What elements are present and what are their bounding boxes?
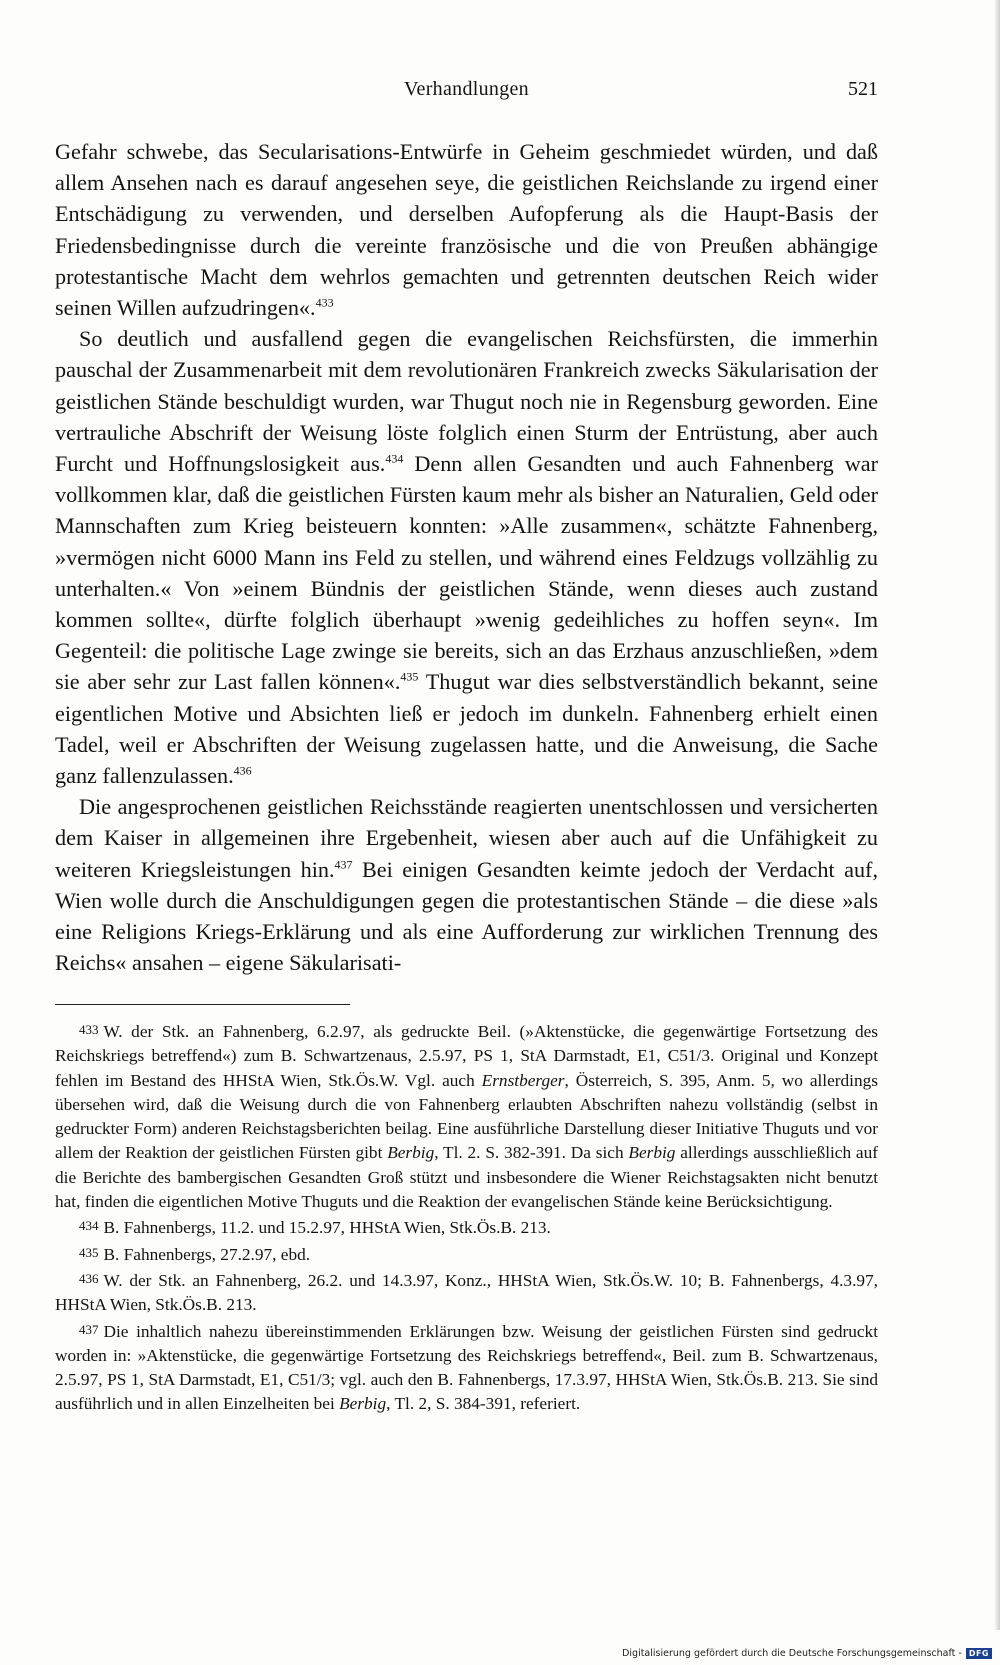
text-run: So deutlich und ausfallend gegen die evangelischen Reichsfürsten, die immerhin pauschal der Zusammenarbeit mit dem revolutionären Frankreich zwecks Säkularisation der geistlichen Stände beschuldigt wurden, war Thugut noch nie in Regensburg geworden. Eine vertrauliche Abschrift der Weisung löste folglich einen Sturm der Entrüstung, aber auch Furcht und Hoffnungslosigkeit aus.	[55, 326, 878, 477]
page-header	[55, 78, 878, 108]
footnote-entry	[55, 1018, 878, 1214]
footnote-number: 433	[79, 1022, 99, 1037]
footnote-number: 434	[79, 1218, 99, 1234]
footnote-reference: 435	[400, 670, 419, 685]
footnote-reference: 437	[334, 857, 353, 872]
body-text	[55, 136, 878, 978]
italic-author-name: Ernstberger	[481, 1070, 565, 1090]
running-head: Verhandlungen	[404, 78, 529, 100]
footer-credit: Digitalisierung gefördert durch die Deutsche Forschungsgemeinschaft -	[622, 1647, 962, 1659]
footnote-entry	[55, 1318, 878, 1417]
footnote-number: 437	[79, 1321, 99, 1337]
footnote-separator	[55, 1004, 350, 1005]
text-run: Gefahr schwebe, das Secularisations-Entwürfe in Geheim geschmiedet würden, und daß allem Ansehen nach es darauf angesehen seye, die geistlichen Reichslande zu irgend einer Entschädigung zu verwenden, und derselben Aufopferung als die Haupt-Basis der Friedensbedingnisse durch die vereinte französische und die von Preußen abhängige protestantische Macht dem wehrlos gemachten und getrennten deutschen Reich wider seinen Willen aufzudringen«.	[55, 139, 878, 321]
footnote-entry	[55, 1214, 878, 1240]
page-number: 521	[848, 78, 878, 100]
text-run: B. Fahnenbergs, 11.2. und 15.2.97, HHStA Wien, Stk.Ös.B. 213.	[103, 1218, 551, 1238]
paragraph	[55, 323, 878, 791]
paragraph	[55, 136, 878, 323]
text-run: , Tl. 2, S. 384-391, referiert.	[386, 1394, 581, 1414]
text-run: Thugut war dies selbstverständlich bekannt, seine eigentlichen Motive und Absichten ließ er jedoch im dunkeln. Fahnenberg erhielt einen Tadel, weil er Abschriften der Weisung zugelassen hatte, und die Anweisung, die Sache ganz fallenzulassen.	[55, 669, 878, 789]
footnote-reference: 434	[385, 451, 404, 466]
text-run: , Tl. 2. S. 382-391. Da sich	[434, 1143, 629, 1163]
footnotes	[55, 1018, 878, 1417]
paragraph	[55, 791, 878, 978]
text-run: Die angesprochenen geistlichen Reichsstände reagierten unentschlossen und versicherten dem Kaiser in allgemeinen ihre Ergebenheit, wiesen aber auch auf die Unfähigkeit zu weiteren Kriegsleistungen hin.	[55, 794, 878, 882]
footnote-number: 436	[79, 1270, 99, 1286]
page-edge-shadow	[994, 0, 1000, 1630]
footnote-entry	[55, 1267, 878, 1318]
text-run: Die inhaltlich nahezu übereinstimmenden Erklärungen bzw. Weisung der geistlichen Fürsten sind gedruckt worden in: »Aktenstücke, die gegenwärtige Fortsetzung des Reichskriegs betreffend«, Beil. zum B. Schwartzenaus, 2.5.97, PS 1, StA Darmstadt, E1, C51/3; vgl. auch den B. Fahnenbergs, 17.3.97, HHStA Wien, Stk.Ös.B. 213. Sie sind ausführlich und in allen Einzelheiten bei	[55, 1321, 878, 1414]
italic-author-name: Berbig	[628, 1143, 676, 1163]
footnote-reference: 433	[315, 295, 334, 310]
text-run: B. Fahnenbergs, 27.2.97, ebd.	[103, 1244, 311, 1264]
italic-author-name: Berbig	[387, 1143, 435, 1163]
footnote-entry	[55, 1241, 878, 1267]
footnote-reference: 436	[233, 763, 252, 778]
italic-author-name: Berbig	[339, 1394, 387, 1414]
footnote-number: 435	[79, 1244, 99, 1260]
text-run: , Österreich, S. 395, Anm. 5, wo allerdings übersehen wird, daß die Weisung durch die von Fahnenberg erlaubten Abschriften nahezu vollständig (selbst in gedruckter Form) anderen Reichstagsberichten beilag. Eine ausführliche Darstellung dieser Initiative Thuguts und vor allem der Reaktion der geistlichen Fürsten gibt	[55, 1070, 878, 1163]
text-run: W. der Stk. an Fahnenberg, 6.2.97, als gedruckte Beil. (»Aktenstücke, die gegenwärtige Fortsetzung des Reichskriegs betreffend«) zum B. Schwartzenaus, 2.5.97, PS 1, StA Darmstadt, E1, C51/3. Original und Konzept fehlen im Bestand des HHStA Wien, Stk.Ös.W. Vgl. auch	[55, 1022, 878, 1090]
text-run: Denn allen Gesandten und auch Fahnenberg war vollkommen klar, daß die geistlichen Fürsten kaum mehr als bisher an Naturalien, Geld oder Mannschaften zum Krieg beisteuern konnten: »Alle zusammen«, schätzte Fahnenberg, »vermögen nicht 6000 Mann ins Feld zu stellen, und während eines Feldzugs vollzählig zu unterhalten.« Von »einem Bündnis der geistlichen Stände, wenn dieses auch zustand kommen sollte«, dürfte folglich überhaupt »wenig gedeihliches zu hoffen seyn«. Im Gegenteil: die politische Lage zwinge sie bereits, sich an das Erzhaus anzuschließen, »dem sie aber sehr zur Last fallen können«.	[55, 451, 878, 695]
dfg-logo: DFG	[966, 1648, 992, 1659]
text-run: allerdings ausschließlich auf die Berichte des bambergischen Gesandten Groß stützt und insbesondere die Wiener Reichstagsakten nicht benutzt hat, finden die eigentlichen Motive Thuguts und die Reaktion der evangelischen Stände keine Berücksichtigung.	[55, 1143, 878, 1212]
text-run: Bei einigen Gesandten keimte jedoch der Verdacht auf, Wien wolle durch die Anschuldigungen gegen die protestantischen Stände – die diese »als eine Religions Kriegs-Erklärung und als eine Aufforderung zur wirklichen Trennung des Reichs« ansahen – eigene Säkularisati-	[55, 856, 878, 976]
digitization-footer	[622, 1645, 992, 1661]
text-run: W. der Stk. an Fahnenberg, 26.2. und 14.3.97, Konz., HHStA Wien, Stk.Ös.W. 10; B. Fahnenbergs, 4.3.97, HHStA Wien, Stk.Ös.B. 213.	[55, 1270, 878, 1315]
